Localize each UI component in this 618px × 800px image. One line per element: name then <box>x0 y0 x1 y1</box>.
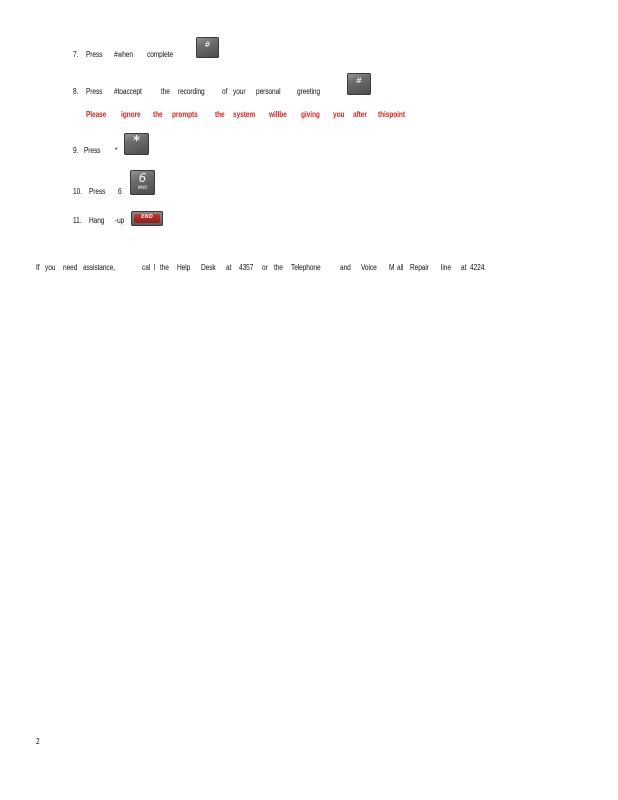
step-10-word: 6 <box>118 187 122 196</box>
step-8-word: Press <box>86 87 103 96</box>
step-11-number: 11. <box>73 216 82 225</box>
assistance-word: 4357 <box>239 263 254 272</box>
step-8-word: recording <box>178 87 205 96</box>
assistance-word: assistance, <box>83 263 115 272</box>
note-word: system <box>233 110 256 119</box>
step-8-word: the <box>161 87 170 96</box>
assistance-word: Help <box>177 263 191 272</box>
assistance-word: If <box>36 263 40 272</box>
hash-key-glyph: # <box>355 76 363 85</box>
step-8-word: personal <box>256 87 281 96</box>
assistance-word: line <box>441 263 451 272</box>
assistance-word: ail <box>397 263 404 272</box>
assistance-word: need <box>63 263 78 272</box>
assistance-word: l <box>154 263 156 272</box>
step-7-word: #when <box>114 50 133 59</box>
note-word: willbe <box>269 110 287 119</box>
assistance-word: at <box>226 263 232 272</box>
hash-key-glyph: # <box>204 40 211 49</box>
note-word: thispoint <box>378 110 405 119</box>
note-word: you <box>333 110 345 119</box>
note-word: the <box>153 110 163 119</box>
note-word: ignore <box>121 110 141 119</box>
assistance-word: you <box>45 263 56 272</box>
step-9-number: 9. <box>73 146 79 155</box>
step-8-word: #toaccept <box>114 87 142 96</box>
step-10-word: Press <box>89 187 106 196</box>
step-8-word: greeting <box>297 87 321 96</box>
page-number: 2 <box>36 737 40 746</box>
step-8-word: your <box>233 87 246 96</box>
six-key-digit: 6 <box>138 171 147 185</box>
hash-key-icon <box>347 73 371 95</box>
step-9-word: Press <box>84 146 101 155</box>
note-word: Please <box>86 110 107 119</box>
assistance-word: at <box>461 263 467 272</box>
star-key-icon <box>124 133 149 155</box>
assistance-word: cal <box>142 263 151 272</box>
note-word: the <box>215 110 225 119</box>
assistance-word: M <box>389 263 395 272</box>
star-key-glyph: * <box>133 134 140 149</box>
assistance-word: Telephone <box>291 263 321 272</box>
step-7-number: 7. <box>73 50 79 59</box>
assistance-word: or <box>262 263 268 272</box>
assistance-word: 4224. <box>470 263 487 272</box>
step-11-word: -up <box>115 216 125 225</box>
note-word: prompts <box>172 110 198 119</box>
step-8-word: of <box>222 87 228 96</box>
assistance-word: and <box>340 263 351 272</box>
step-7-word: complete <box>147 50 173 59</box>
assistance-word: Repair <box>410 263 429 272</box>
step-9-word: * <box>115 146 118 155</box>
step-8-number: 8. <box>73 87 79 96</box>
assistance-word: Desk <box>201 263 216 272</box>
note-word: giving <box>301 110 320 119</box>
step-11-word: Hang <box>89 216 105 225</box>
step-7-word: Press <box>86 50 103 59</box>
six-key-icon <box>130 170 155 195</box>
six-key-letters: MNO <box>137 185 148 190</box>
end-key-icon <box>131 211 163 226</box>
note-word: after <box>353 110 367 119</box>
assistance-word: the <box>274 263 283 272</box>
step-10-number: 10. <box>73 187 82 196</box>
hash-key-icon <box>196 37 219 58</box>
assistance-word: Voice <box>361 263 377 272</box>
assistance-word: the <box>160 263 169 272</box>
end-key-label: END <box>134 214 160 223</box>
